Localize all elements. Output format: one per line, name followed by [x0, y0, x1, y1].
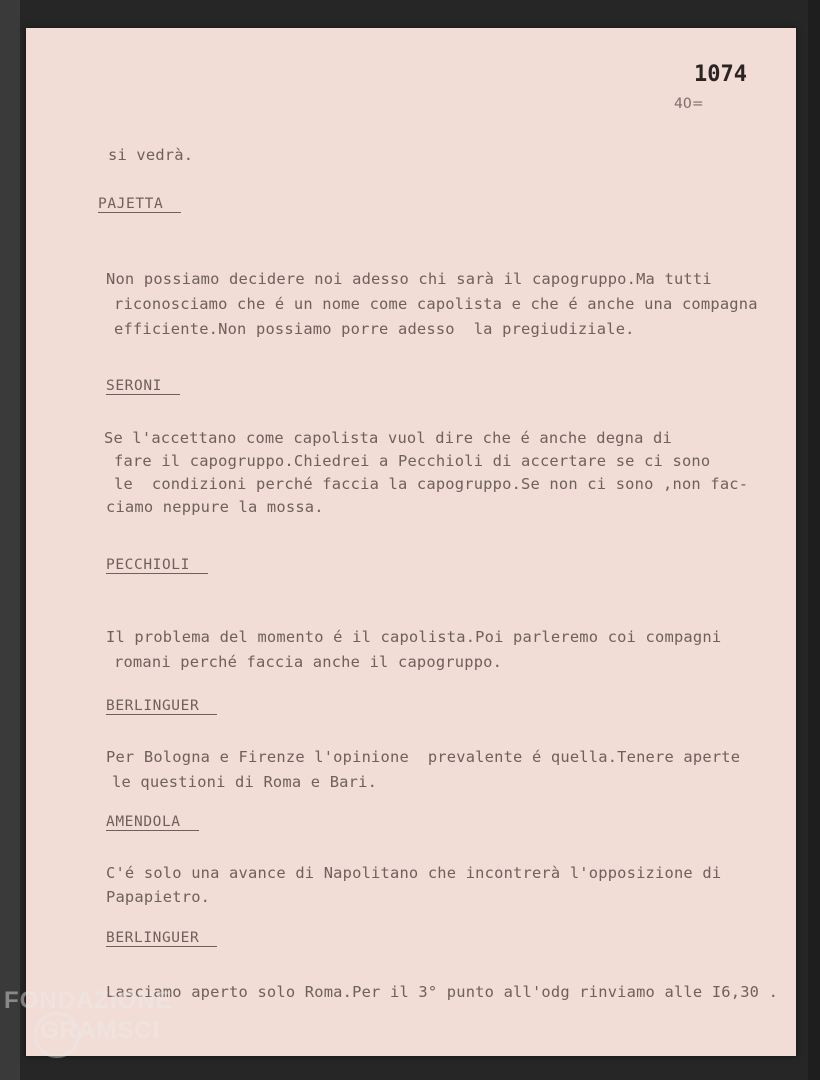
watermark-line-2: GRAMSCI	[40, 1017, 161, 1044]
text-line: si vedrà.	[108, 146, 194, 164]
text-line: Il problema del momento é il capolista.Poi parleremo coi compagni	[106, 628, 722, 646]
text-line: le questioni di Roma e Bari.	[112, 773, 378, 791]
speaker-heading-pajetta: PAJETTA	[98, 196, 181, 213]
speaker-heading-berlinguer: BERLINGUER	[106, 698, 217, 715]
text-line: le condizioni perché faccia la capogruppo.Se non ci sono ,non fac-	[114, 475, 749, 493]
speaker-heading-pecchioli: PECCHIOLI	[106, 557, 208, 574]
watermark-line-1: FONDAZIONE	[4, 987, 173, 1014]
text-line: Papapietro.	[106, 888, 211, 906]
text-line: Lasciamo aperto solo Roma.Per il 3° punto all'odg rinviamo alle I6,30 .	[106, 983, 779, 1001]
handwritten-note: 40=	[674, 96, 704, 112]
text-line: riconosciamo che é un nome come capolista e che é anche una compagna	[114, 295, 758, 313]
speaker-heading-amendola: AMENDOLA	[106, 814, 199, 831]
scanner-left-band	[0, 0, 20, 1080]
text-line: efficiente.Non possiamo porre adesso la pregiudiziale.	[114, 320, 635, 338]
speaker-heading-seroni: SERONI	[106, 378, 180, 395]
scanner-right-band	[808, 0, 820, 1080]
text-line: Non possiamo decidere noi adesso chi sarà il capogruppo.Ma tutti	[106, 270, 712, 288]
document-page	[26, 28, 796, 1056]
speaker-heading-berlinguer-2: BERLINGUER	[106, 930, 217, 947]
text-line: Per Bologna e Firenze l'opinione prevalente é quella.Tenere aperte	[106, 748, 741, 766]
text-line: Se l'accettano come capolista vuol dire che é anche degna di	[104, 429, 672, 447]
text-line: ciamo neppure la mossa.	[106, 498, 324, 516]
page-number: 1074	[694, 62, 747, 87]
watermark-logo	[4, 987, 173, 1044]
text-line: fare il capogruppo.Chiedrei a Pecchioli di accertare se ci sono	[114, 452, 711, 470]
text-line: romani perché faccia anche il capogruppo.	[114, 653, 503, 671]
text-line: C'é solo una avance di Napolitano che incontrerà l'opposizione di	[106, 864, 722, 882]
